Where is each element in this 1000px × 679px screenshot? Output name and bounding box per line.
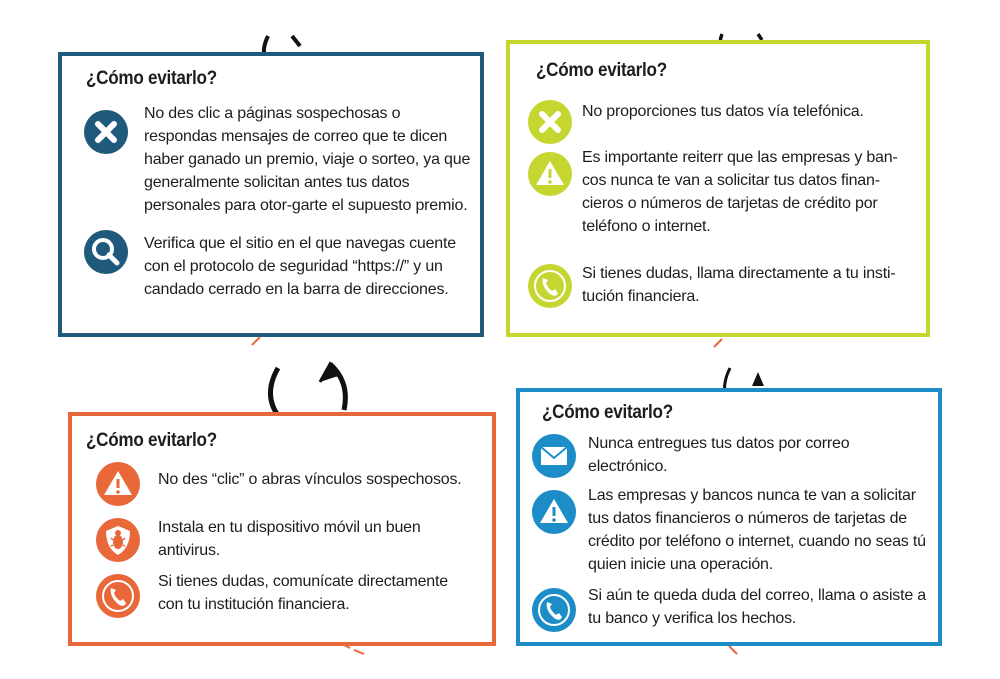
tips-card-blue [516, 388, 942, 646]
warning-icon [528, 152, 572, 196]
dash-decoration [725, 644, 745, 658]
tip-text: Verifica que el sitio en el que navegas cuente con el protocolo de seguridad “https://” y un candado cerrado en la barra de direcciones. [144, 235, 456, 298]
tip-text: Si tienes dudas, llama directamente a tu insti-tución financiera. [582, 265, 896, 305]
tip-text: No proporciones tus datos vía telefónica. [582, 103, 864, 120]
tip-text: No des clic a páginas sospechosas o respondas mensajes de correo que te dicen haber ganado un premio, viaje o sorteo, ya que generalmente solicitan antes tus datos personales para otor-garte el supuesto premio. [144, 105, 471, 214]
tips-card-navy [58, 52, 484, 337]
tips-card-orange [68, 412, 496, 646]
tip-text: Es importante reiterr que las empresas y ban-cos nunca te van a solicitar tus datos finan-cieros o números de tarjetas de crédito por teléfono o internet. [582, 149, 898, 235]
card-title: ¿Cómo evitarlo? [536, 60, 667, 81]
x-circle-icon [528, 100, 572, 144]
bug-shield-icon [96, 518, 140, 562]
tip-text: Instala en tu dispositivo móvil un buen antivirus. [158, 519, 421, 559]
x-circle-icon [84, 110, 128, 154]
phone-icon [96, 574, 140, 618]
tips-card-lime [506, 40, 930, 337]
tip-text: Si tienes dudas, comunícate directamente con tu institución financiera. [158, 573, 448, 613]
warning-icon [96, 462, 140, 506]
tip-text: Las empresas y bancos nunca te van a solicitar tus datos financieros o números de tarjetas de crédito por teléfono o internet, cuando no seas tú quien inicie una operación. [588, 487, 926, 573]
tip-text: No des “clic” o abras vínculos sospechosos. [158, 471, 462, 488]
dash-decoration [710, 337, 730, 349]
phone-icon [532, 588, 576, 632]
phone-icon [528, 264, 572, 308]
tip-text: Si aún te queda duda del correo, llama o asiste a tu banco y verifica los hechos. [588, 587, 926, 627]
envelope-icon [532, 434, 576, 478]
card-title: ¿Cómo evitarlo? [86, 430, 217, 451]
warning-icon [532, 490, 576, 534]
card-title: ¿Cómo evitarlo? [86, 68, 217, 89]
magnifier-icon [84, 230, 128, 274]
tip-text: Nunca entregues tus datos por correo electrónico. [588, 435, 850, 475]
card-title: ¿Cómo evitarlo? [542, 402, 673, 423]
